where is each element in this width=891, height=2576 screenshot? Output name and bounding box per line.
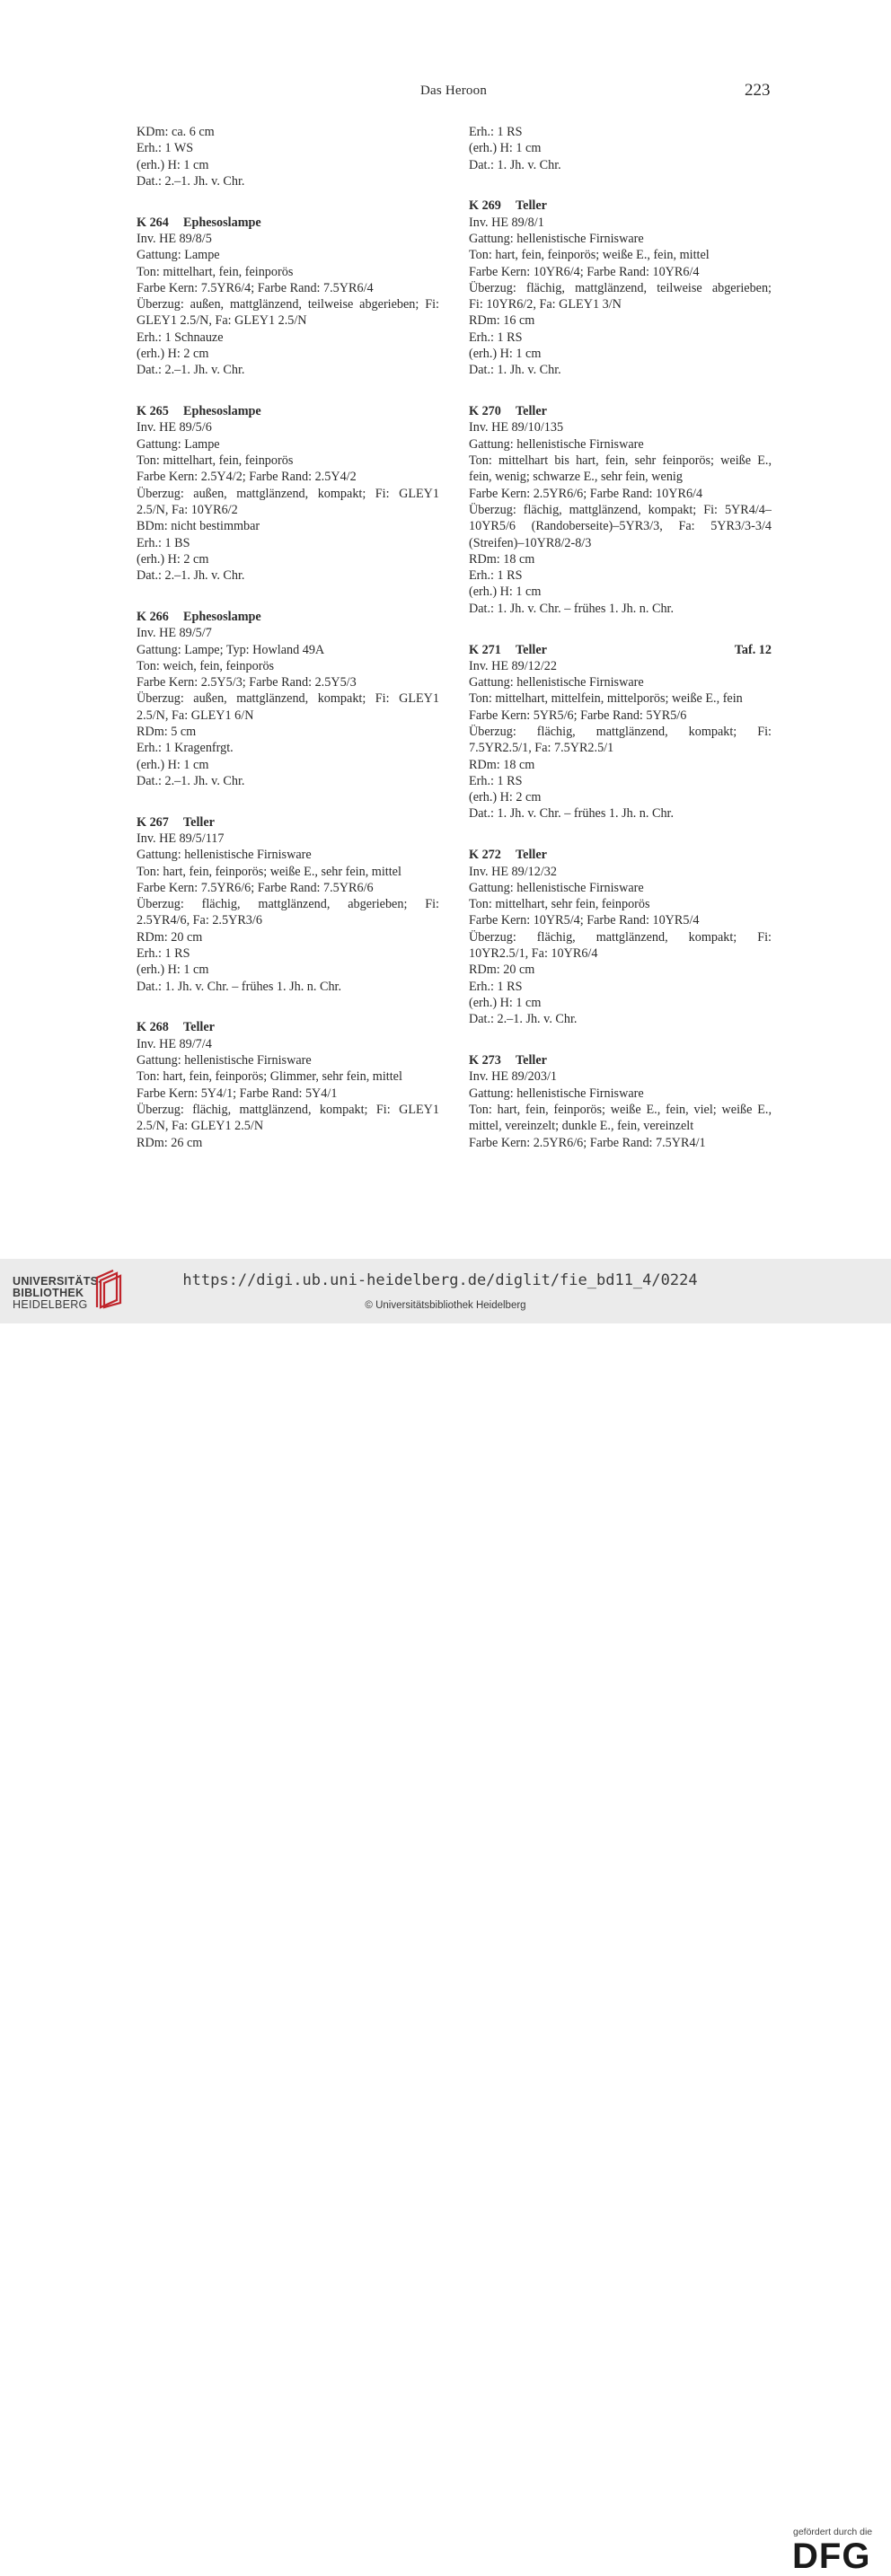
entry-line: fein, wenig; schwarze E., sehr fein, wenig — [469, 470, 683, 485]
entry-line: Dat.: 2.–1. Jh. v. Chr. — [469, 1012, 578, 1027]
entry-line: Ton: mittelhart, sehr fein, feinporös — [469, 897, 650, 912]
entry-gap — [469, 379, 772, 404]
entry-line: Erh.: 1 RS — [469, 568, 523, 584]
entry-line: Inv. HE 89/12/22 — [469, 658, 557, 673]
entry-gap — [469, 1028, 772, 1053]
entry-heading-left — [469, 1052, 547, 1068]
entry-line: (erh.) H: 1 cm — [137, 757, 209, 772]
funding-label: gefördert durch die — [793, 2527, 873, 2537]
permalink-url[interactable]: https://digi.ub.uni-heidelberg.de/diglit/fie_bd11_4/0224 — [182, 1271, 698, 1289]
entry-line: Erh.: 1 Schnauze — [137, 330, 224, 345]
entry-line: Farbe Kern: 5YR5/6; Farbe Rand: 5YR5/6 — [469, 708, 687, 723]
entry-heading — [137, 1019, 439, 1035]
entry-line: Gattung: hellenistische Firnisware — [137, 1053, 312, 1068]
entry-line: Erh.: 1 RS — [137, 946, 190, 962]
entry-line: RDm: 20 cm — [469, 963, 535, 978]
entry-title: Teller — [516, 198, 547, 214]
entry-line: 10YR2.5/1, Fa: 10YR6/4 — [469, 946, 598, 962]
entry-line: Überzug: flächig, mattglänzend, kompakt; Fi: — [469, 929, 772, 945]
entry-gap — [137, 584, 439, 609]
entry-line: Farbe Kern: 2.5Y4/2; Farbe Rand: 2.5Y4/2 — [137, 470, 357, 485]
entry-line: (Streifen)–10YR8/2-8/3 — [469, 535, 592, 550]
entry-line: (erh.) H: 1 cm — [469, 585, 542, 600]
entry-line: 7.5YR2.5/1, Fa: 7.5YR2.5/1 — [469, 741, 614, 756]
entry-heading — [137, 814, 439, 831]
entry-line: BDm: nicht bestimmbar — [137, 519, 260, 534]
entry-id: K 270 — [469, 404, 501, 419]
entry-heading — [137, 215, 439, 231]
entry-id: K 272 — [469, 848, 501, 863]
entry-line: KDm: ca. 6 cm — [137, 125, 215, 139]
catalog-entry — [137, 814, 439, 995]
entry-line: RDm: 20 cm — [137, 929, 203, 945]
library-line-2: BIBLIOTHEK — [13, 1287, 84, 1299]
entry-heading — [469, 403, 772, 419]
entry-line: (erh.) H: 1 cm — [469, 347, 542, 362]
entry-line: Farbe Kern: 2.5YR6/6; Farbe Rand: 7.5YR4/1 — [469, 1135, 706, 1150]
entry-line: Farbe Kern: 10YR6/4; Farbe Rand: 10YR6/4 — [469, 264, 700, 279]
library-line-1: UNIVERSITÄTS- — [13, 1275, 102, 1288]
entry-title: Ephesoslampe — [183, 215, 261, 230]
entry-title: Ephesoslampe — [183, 609, 261, 624]
left-column — [137, 124, 439, 1151]
entry-line: Farbe Kern: 2.5YR6/6; Farbe Rand: 10YR6/4 — [469, 486, 703, 501]
page-number: 223 — [745, 81, 771, 100]
catalog-entry — [137, 124, 439, 189]
entry-id: K 269 — [469, 198, 501, 214]
entry-line: Dat.: 1. Jh. v. Chr. — [469, 363, 561, 378]
entry-line: Überzug: flächig, mattglänzend, kompakt; Fi: GLEY1 — [137, 1102, 439, 1117]
entry-line: (erh.) H: 1 cm — [137, 963, 209, 978]
entry-heading-left — [469, 198, 547, 214]
entry-line: Inv. HE 89/5/117 — [137, 831, 225, 846]
entry-id: K 265 — [137, 404, 169, 419]
entry-line: Gattung: Lampe — [137, 436, 220, 452]
entry-gap — [137, 789, 439, 814]
catalog-entry — [469, 198, 772, 378]
entry-line: Dat.: 2.–1. Jh. v. Chr. — [137, 773, 245, 788]
entry-line: RDm: 26 cm — [137, 1135, 203, 1150]
entry-id: K 273 — [469, 1053, 501, 1068]
entry-line: Gattung: hellenistische Firnisware — [469, 1086, 644, 1101]
entry-heading — [469, 1052, 772, 1068]
entry-line: Inv. HE 89/5/7 — [137, 626, 212, 641]
entry-gap — [137, 379, 439, 404]
entry-line: Ton: weich, fein, feinporös — [137, 658, 275, 673]
entry-line: Farbe Kern: 5Y4/1; Farbe Rand: 5Y4/1 — [137, 1086, 338, 1101]
entry-line: Dat.: 1. Jh. v. Chr. – frühes 1. Jh. n. Chr. — [137, 979, 342, 994]
entry-heading — [469, 847, 772, 863]
entry-gap — [137, 995, 439, 1020]
entry-line: Inv. HE 89/8/1 — [469, 215, 544, 230]
entry-line: GLEY1 2.5/N, Fa: GLEY1 2.5/N — [137, 313, 307, 329]
entry-line: Ton: mittelhart, fein, feinporös — [137, 453, 294, 469]
entry-heading-left — [137, 814, 215, 831]
entry-title: Teller — [183, 1020, 215, 1035]
entry-line: Dat.: 2.–1. Jh. v. Chr. — [137, 568, 245, 584]
entry-heading-left — [137, 1019, 215, 1035]
entry-title: Teller — [183, 814, 215, 830]
entry-line: Dat.: 2.–1. Jh. v. Chr. — [137, 363, 245, 378]
entry-line: Erh.: 1 RS — [469, 125, 523, 139]
entry-line: Gattung: hellenistische Firnisware — [137, 848, 312, 863]
entry-line: Überzug: außen, mattglänzend, teilweise abgerieben; Fi: — [137, 297, 439, 312]
entry-id: K 264 — [137, 215, 169, 230]
entry-line: Ton: mittelhart, fein, feinporös — [137, 264, 294, 279]
entry-line: Gattung: hellenistische Firnisware — [469, 880, 644, 895]
entry-line: Ton: hart, fein, feinporös; weiße E., fein, mittel — [469, 248, 710, 263]
entry-line: Farbe Kern: 10YR5/4; Farbe Rand: 10YR5/4 — [469, 913, 700, 928]
entry-title: Teller — [516, 642, 547, 657]
entry-line: Inv. HE 89/7/4 — [137, 1036, 212, 1051]
entry-line: Inv. HE 89/203/1 — [469, 1069, 557, 1085]
entry-line: Gattung: Lampe; Typ: Howland 49A — [137, 642, 325, 657]
entry-id: K 271 — [469, 642, 501, 657]
right-column — [469, 124, 772, 1151]
library-line-3: HEIDELBERG — [13, 1298, 88, 1311]
footer-bar — [0, 1259, 891, 2576]
entry-line: Überzug: flächig, mattglänzend, abgerieben; Fi: — [137, 897, 439, 912]
entry-title: Teller — [516, 848, 547, 863]
entry-heading-left — [137, 403, 261, 419]
entry-line: Ton: hart, fein, feinporös; Glimmer, sehr fein, mittel — [137, 1069, 402, 1085]
copyright-notice: © Universitätsbibliothek Heidelberg — [365, 1300, 526, 1311]
entry-line: RDm: 5 cm — [137, 725, 197, 739]
catalog-entry — [469, 124, 772, 173]
entry-line: (erh.) H: 1 cm — [137, 157, 209, 172]
entry-line: (erh.) H: 1 cm — [469, 141, 542, 156]
entry-heading — [469, 642, 772, 658]
entry-line: 2.5/N, Fa: GLEY1 2.5/N — [137, 1119, 264, 1134]
entry-line: Dat.: 1. Jh. v. Chr. — [469, 157, 561, 172]
entry-id: K 266 — [137, 609, 169, 624]
entry-line: Inv. HE 89/12/32 — [469, 864, 557, 879]
entry-heading-left — [469, 403, 547, 419]
entry-title: Teller — [516, 404, 547, 419]
entry-line: RDm: 16 cm — [469, 313, 535, 329]
entry-line: Erh.: 1 BS — [137, 535, 190, 550]
entry-heading-left — [469, 642, 547, 658]
running-title: Das Heroon — [419, 84, 488, 98]
entry-line: RDm: 18 cm — [469, 551, 535, 567]
catalog-entry — [137, 609, 439, 789]
entry-line: Überzug: flächig, mattglänzend, kompakt; Fi: — [469, 725, 772, 739]
entry-line: RDm: 18 cm — [469, 757, 535, 772]
catalog-entry — [469, 642, 772, 822]
entry-line: Gattung: hellenistische Firnisware — [469, 675, 644, 690]
entry-heading-left — [137, 215, 261, 231]
catalog-entry — [137, 215, 439, 379]
catalog-entry — [469, 1052, 772, 1151]
entry-line: 10YR5/6 (Randoberseite)–5YR3/3, Fa: 5YR3/3-3/4 — [469, 519, 772, 534]
entry-line: mittel, vereinzelt; dunkle E., fein, vereinzelt — [469, 1119, 694, 1134]
entry-line: (erh.) H: 2 cm — [137, 347, 209, 362]
entry-line: Farbe Kern: 7.5YR6/4; Farbe Rand: 7.5YR6/4 — [137, 280, 374, 295]
entry-title: Ephesoslampe — [183, 404, 261, 419]
plate-reference: Taf. 12 — [734, 642, 772, 657]
entry-line: Erh.: 1 RS — [469, 979, 523, 994]
entry-gap — [469, 173, 772, 198]
entry-gap — [137, 189, 439, 215]
entry-line: Dat.: 2.–1. Jh. v. Chr. — [137, 173, 245, 189]
entry-line: Überzug: außen, mattglänzend, kompakt; Fi: GLEY1 — [137, 486, 439, 501]
dfg-logo[interactable]: DFG — [792, 2536, 871, 2576]
entry-line: Dat.: 1. Jh. v. Chr. – frühes 1. Jh. n. Chr. — [469, 806, 675, 822]
entry-line: Ton: hart, fein, feinporös; weiße E., fein, viel; weiße E., — [469, 1102, 772, 1117]
entry-line: Ton: hart, fein, feinporös; weiße E., sehr fein, mittel — [137, 864, 401, 879]
entry-line: (erh.) H: 2 cm — [469, 790, 542, 805]
entry-heading — [137, 609, 439, 625]
entry-line: Erh.: 1 RS — [469, 773, 523, 788]
entry-id: K 268 — [137, 1020, 169, 1035]
entry-line: (erh.) H: 2 cm — [137, 551, 209, 567]
entry-line: Gattung: hellenistische Firnisware — [469, 231, 644, 246]
entry-heading-left — [137, 609, 261, 625]
catalog-entry — [469, 403, 772, 617]
entry-heading-left — [469, 847, 547, 863]
entry-gap — [469, 822, 772, 848]
entry-line: Inv. HE 89/5/6 — [137, 420, 212, 435]
entry-line: Gattung: Lampe — [137, 248, 220, 263]
catalog-entry — [137, 403, 439, 584]
entry-line: Inv. HE 89/8/5 — [137, 231, 212, 246]
entry-line: 2.5YR4/6, Fa: 2.5YR3/6 — [137, 913, 262, 928]
entry-line: 2.5/N, Fa: 10YR6/2 — [137, 502, 238, 517]
entry-line: Überzug: flächig, mattglänzend, teilweise abgerieben; — [469, 280, 772, 295]
entry-line: Erh.: 1 WS — [137, 141, 194, 156]
entry-line: (erh.) H: 1 cm — [469, 995, 542, 1010]
entry-line: Erh.: 1 Kragenfrgt. — [137, 741, 234, 756]
catalog-entry — [137, 1019, 439, 1150]
entry-line: Ton: mittelhart bis hart, fein, sehr feinporös; weiße E., — [469, 453, 772, 469]
entry-line: Überzug: außen, mattglänzend, kompakt; Fi: GLEY1 — [137, 691, 439, 707]
entry-line: Ton: mittelhart, mittelfein, mittelporös; weiße E., fein — [469, 691, 743, 707]
entry-heading — [137, 403, 439, 419]
entry-line: Farbe Kern: 7.5YR6/6; Farbe Rand: 7.5YR6/6 — [137, 880, 374, 895]
entry-heading — [469, 198, 772, 214]
entry-line: Erh.: 1 RS — [469, 330, 523, 345]
entry-title: Teller — [516, 1053, 547, 1068]
entry-id: K 267 — [137, 814, 169, 830]
entry-gap — [469, 617, 772, 642]
entry-line: Gattung: hellenistische Firnisware — [469, 436, 644, 452]
entry-line: Überzug: flächig, mattglänzend, kompakt; Fi: 5YR4/4– — [469, 502, 772, 517]
entry-line: Farbe Kern: 2.5Y5/3; Farbe Rand: 2.5Y5/3 — [137, 675, 357, 690]
entry-line: Fi: 10YR6/2, Fa: GLEY1 3/N — [469, 297, 622, 312]
entry-line: Dat.: 1. Jh. v. Chr. – frühes 1. Jh. n. Chr. — [469, 601, 675, 616]
catalog-entry — [469, 847, 772, 1027]
entry-line: 2.5/N, Fa: GLEY1 6/N — [137, 708, 254, 723]
entry-line: Inv. HE 89/10/135 — [469, 420, 564, 435]
